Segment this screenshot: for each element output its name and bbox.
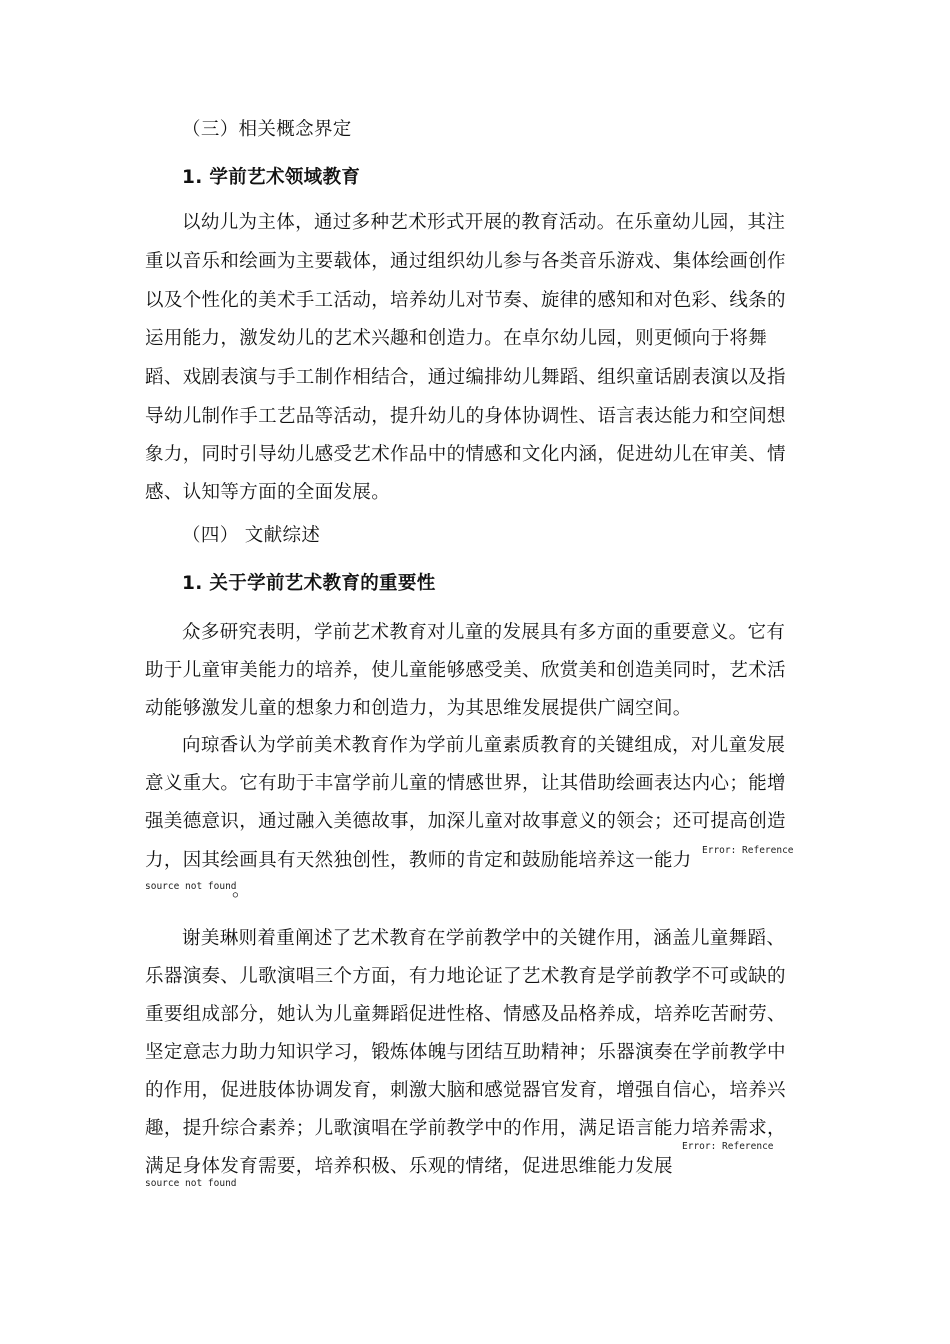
subsection-heading-concept: 1. 学前艺术领域教育 [182,167,361,188]
paragraph-line: 意义重大。它有助于丰富学前儿童的情感世界，让其借助绘画表达内心；能增 [145,773,786,794]
paragraph-line: 象力，同时引导幼儿感受艺术作品中的情感和文化内涵，促进幼儿在审美、情 [145,444,786,465]
paragraph-line: 向琼香认为学前美术教育作为学前儿童素质教育的关键组成，对儿童发展 [182,735,786,756]
paragraph-line: 坚定意志力助力知识学习，锻炼体魄与团结互助精神；乐器演奏在学前教学中 [145,1042,786,1063]
paragraph-line: 强美德意识，通过融入美德故事，加深儿童对故事意义的领会；还可提高创造 [145,811,786,832]
reference-error-text: Error: Reference [682,1141,774,1152]
paragraph-end-mark: 。 [232,880,251,901]
paragraph-line: 感、认知等方面的全面发展。 [145,482,391,503]
paragraph-line: 众多研究表明，学前艺术教育对儿童的发展具有多方面的重要意义。它有 [182,622,786,643]
paragraph-line: 助于儿童审美能力的培养，使儿童能够感受美、欣赏美和创造美同时，艺术活 [145,660,786,681]
section-heading-4: （四） 文献综述 [182,525,321,546]
paragraph-line: 蹈、戏剧表演与手工制作相结合，通过编排幼儿舞蹈、组织童话剧表演以及指 [145,367,786,388]
paragraph-line: 力，因其绘画具有天然独创性，教师的肯定和鼓励能培养这一能力 [145,850,692,871]
paragraph-line: 满足身体发育需要，培养积极、乐观的情绪，促进思维能力发展 [145,1156,673,1177]
section-heading-3: （三）相关概念界定 [182,119,352,140]
reference-error-text: Error: Reference [702,845,794,856]
subsection-heading-importance: 1. 关于学前艺术教育的重要性 [182,573,436,594]
paragraph-line: 重要组成部分，她认为儿童舞蹈促进性格、情感及品格养成，培养吃苦耐劳、 [145,1004,786,1025]
paragraph-line: 以幼儿为主体，通过多种艺术形式开展的教育活动。在乐童幼儿园，其注 [182,212,786,233]
paragraph-line: 趣，提升综合素养；儿歌演唱在学前教学中的作用，满足语言能力培养需求， [145,1118,786,1139]
reference-error-text: source not found [145,1178,237,1189]
paragraph-line: 导幼儿制作手工艺品等活动，提升幼儿的身体协调性、语言表达能力和空间想 [145,406,786,427]
paragraph-line: 动能够激发儿童的想象力和创造力，为其思维发展提供广阔空间。 [145,698,692,719]
paragraph-line: 重以音乐和绘画为主要载体，通过组织幼儿参与各类音乐游戏、集体绘画创作 [145,251,786,272]
paragraph-line: 的作用，促进肢体协调发育，刺激大脑和感觉器官发育，增强自信心，培养兴 [145,1080,786,1101]
reference-error-text: source not found [145,881,237,892]
paragraph-line: 以及个性化的美术手工活动，培养幼儿对节奏、旋律的感知和对色彩、线条的 [145,290,786,311]
paragraph-line: 运用能力，激发幼儿的艺术兴趣和创造力。在卓尔幼儿园，则更倾向于将舞 [145,328,768,349]
paragraph-line: 乐器演奏、儿歌演唱三个方面，有力地论证了艺术教育是学前教学不可或缺的 [145,966,786,987]
paragraph-line: 谢美琳则着重阐述了艺术教育在学前教学中的关键作用，涵盖儿童舞蹈、 [182,928,786,949]
